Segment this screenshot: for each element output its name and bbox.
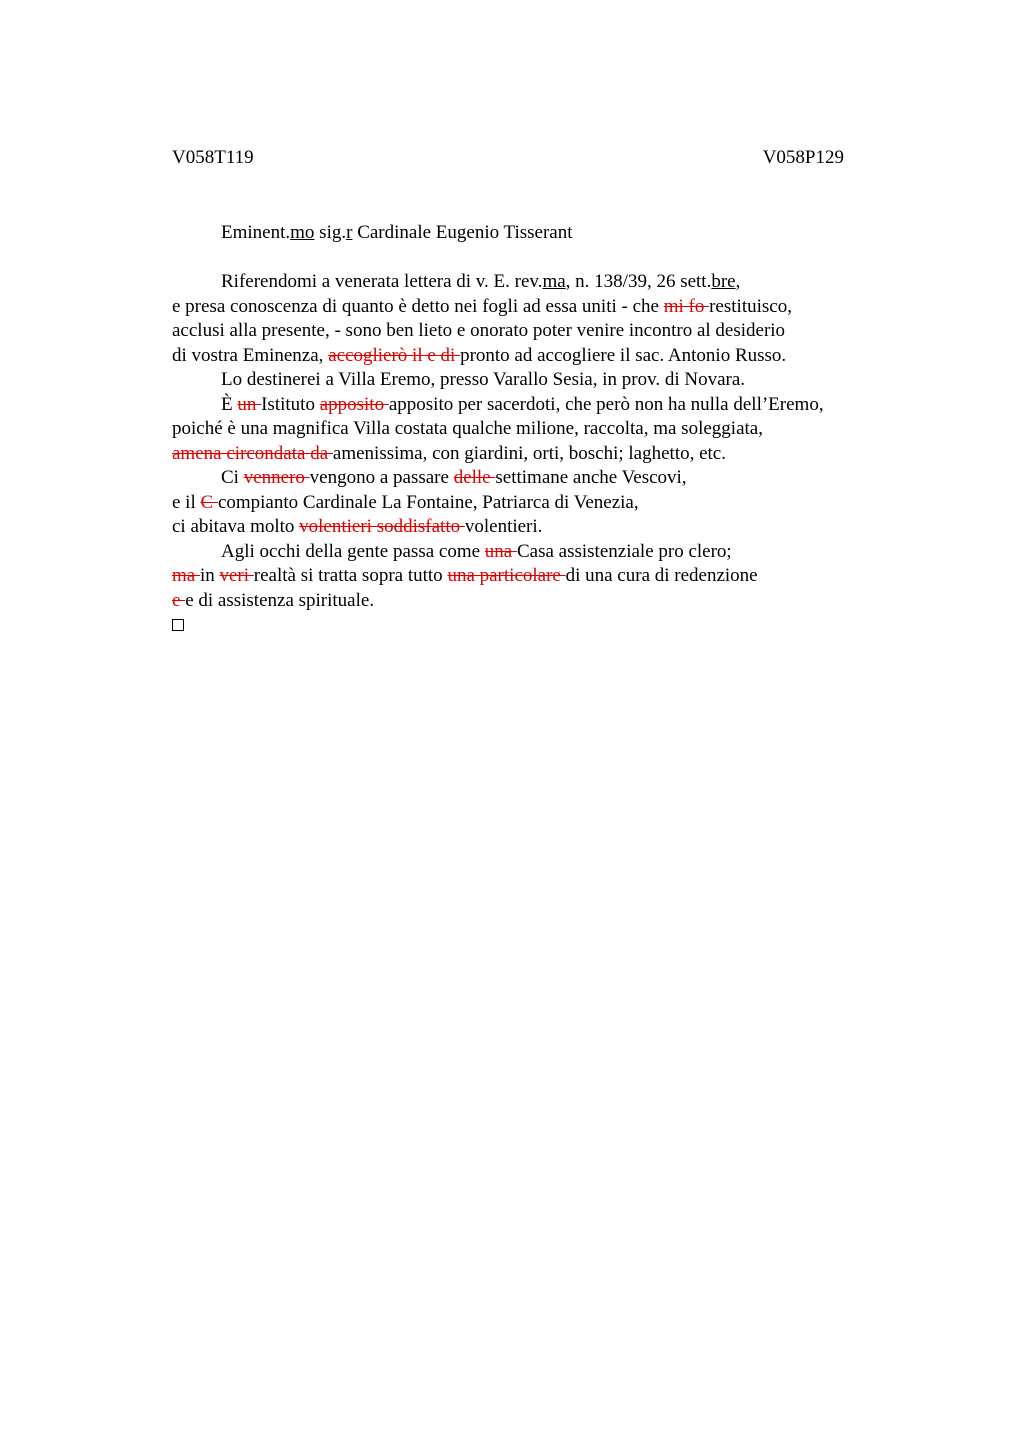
- text-segment: in: [199, 565, 220, 586]
- deleted-text: una particolare: [447, 565, 566, 586]
- page-code-right: V058P129: [762, 147, 844, 168]
- text-line: [172, 564, 912, 589]
- text-segment: restituisco,: [709, 295, 792, 317]
- underlined-text: mo: [290, 222, 315, 243]
- end-marker: [172, 613, 912, 639]
- deleted-text: accoglierò il e di: [328, 344, 461, 366]
- text-segment: ci abitava molto: [172, 516, 300, 537]
- text-segment: Ci: [221, 467, 244, 488]
- text-line: [172, 442, 912, 467]
- salutation-line: [172, 221, 912, 246]
- text-segment: pronto ad accogliere il sac. Antonio Russo.: [460, 344, 787, 366]
- deleted-text: veri: [219, 565, 254, 586]
- text-segment: ,: [735, 271, 741, 292]
- text-segment: Casa assistenziale pro clero;: [516, 540, 732, 562]
- text-line: [172, 491, 912, 516]
- text-segment: Riferendomi a venerata lettera di v. E. rev.: [221, 271, 543, 292]
- text-line: [172, 466, 912, 491]
- text-line: [172, 368, 912, 393]
- letter-lines: [172, 270, 912, 613]
- text-segment: compianto Cardinale La Fontaine, Patriarca di Venezia,: [217, 491, 639, 513]
- text-segment: È: [221, 393, 238, 415]
- deleted-text: mi fo: [663, 295, 710, 317]
- underlined-text: ma: [542, 271, 566, 292]
- deleted-text: amena circondata da: [172, 442, 333, 464]
- text-segment: Agli occhi della gente passa come: [221, 540, 485, 562]
- text-segment: Eminent.: [221, 222, 291, 243]
- text-line: [172, 393, 912, 418]
- document-code-left: V058T119: [172, 147, 254, 168]
- text-line: [172, 295, 912, 320]
- text-segment: acclusi alla presente, - sono ben lieto e onorato poter venire incontro al desiderio: [172, 320, 786, 341]
- deleted-text: vennero: [243, 467, 310, 488]
- deleted-text: apposito: [319, 393, 389, 415]
- text-segment: volentieri.: [464, 516, 543, 537]
- text-segment: e il: [172, 491, 201, 513]
- text-segment: di una cura di redenzione: [565, 565, 758, 586]
- text-line: [172, 417, 912, 442]
- deleted-text: ma: [172, 565, 200, 586]
- deleted-text: delle: [453, 467, 496, 488]
- text-segment: settimane anche Vescovi,: [495, 467, 687, 488]
- text-segment: apposito per sacerdoti, che però non ha nulla dell’Eremo,: [388, 393, 824, 415]
- paragraph-gap: [172, 246, 912, 271]
- deleted-text: un: [237, 393, 262, 415]
- square-icon: [172, 619, 184, 631]
- text-line: [172, 344, 912, 369]
- text-segment: amenissima, con giardini, orti, boschi; laghetto, etc.: [332, 442, 726, 464]
- text-line: [172, 270, 912, 295]
- underlined-text: r: [346, 222, 353, 243]
- deleted-text: e: [172, 589, 186, 611]
- text-segment: , n. 138/39, 26 sett.: [565, 271, 712, 292]
- text-segment: e presa conoscenza di quanto è detto nei fogli ad essa uniti - che: [172, 295, 664, 317]
- text-line: [172, 589, 912, 614]
- text-segment: Cardinale Eugenio Tisserant: [352, 222, 573, 243]
- text-segment: Lo destinerei a Villa Eremo, presso Varallo Sesia, in prov. di Novara.: [221, 369, 746, 390]
- text-line: [172, 540, 912, 565]
- deleted-text: C: [200, 491, 218, 513]
- text-segment: di vostra Eminenza,: [172, 344, 329, 366]
- deleted-text: volentieri soddisfatto: [299, 516, 465, 537]
- text-segment: poiché è una magnifica Villa costata qualche milione, raccolta, ma soleggiata,: [172, 418, 763, 439]
- letter-body: [172, 221, 912, 639]
- underlined-text: bre: [711, 271, 736, 292]
- text-line: [172, 515, 912, 540]
- text-segment: vengono a passare: [309, 467, 454, 488]
- text-segment: Istituto: [261, 393, 320, 415]
- deleted-text: una: [484, 540, 517, 562]
- text-line: [172, 319, 912, 344]
- text-segment: realtà si tratta sopra tutto: [253, 565, 448, 586]
- text-segment: e di assistenza spirituale.: [185, 589, 375, 611]
- text-segment: sig.: [314, 222, 347, 243]
